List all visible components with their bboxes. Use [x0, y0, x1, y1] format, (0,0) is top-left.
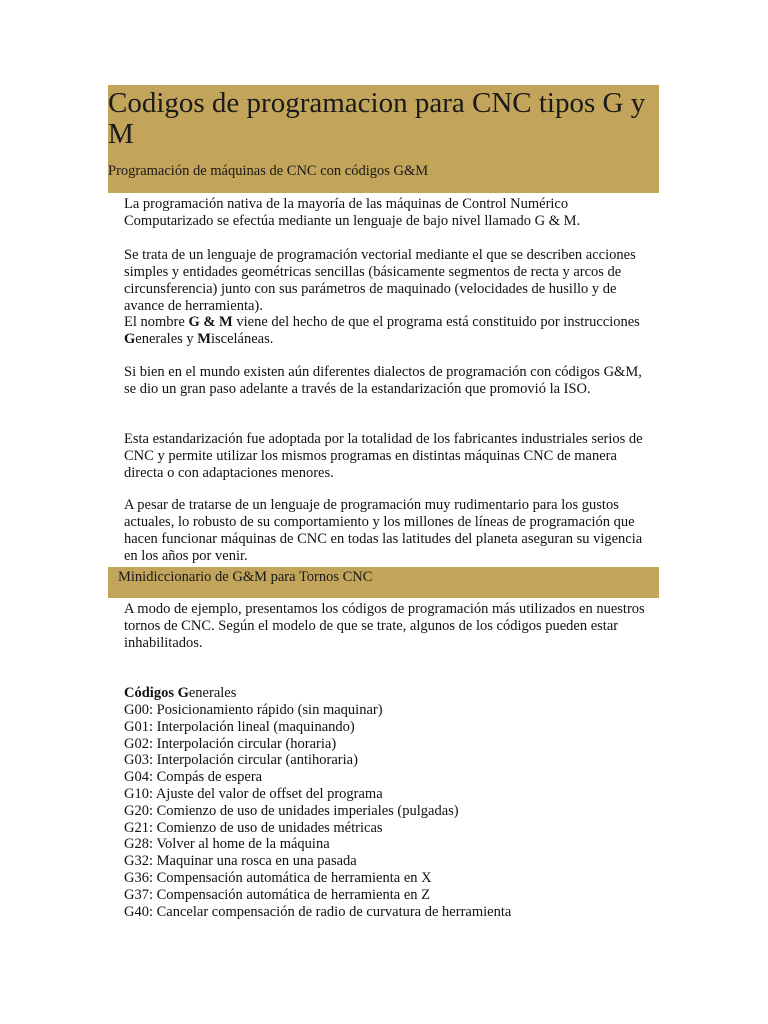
code-item: G40: Cancelar compensación de radio de curvatura de herramienta	[124, 903, 512, 920]
bold-letter: M	[197, 331, 211, 347]
text-run: El nombre	[124, 314, 189, 330]
text-run: enerales y	[135, 331, 198, 347]
intro-paragraph-4: Si bien en el mundo existen aún diferentes dialectos de programación con códigos G&M, se dio un gran paso adelante a través de la estandarización que promovió la ISO.	[124, 364, 642, 397]
bold-text: Códigos	[124, 685, 178, 701]
intro-paragraph-5: Esta estandarización fue adoptada por la totalidad de los fabricantes industriales serios de CNC y permite utilizar los mismos programas en distintas máquinas CNC de manera directa o con adaptaciones menores.	[124, 431, 643, 481]
code-item: G04: Compás de espera	[124, 769, 263, 786]
code-item: G21: Comienzo de uso de unidades métricas	[124, 819, 383, 836]
text-run: viene del hecho de que el programa está constituido por instrucciones	[232, 314, 640, 330]
page-subtitle: Programación de máquinas de CNC con códigos G&M	[108, 163, 429, 179]
code-item: G01: Interpolación lineal (maquinando)	[124, 718, 355, 735]
code-item: G20: Comienzo de uso de unidades imperiales (pulgadas)	[124, 802, 459, 819]
intro-paragraph-1: La programación nativa de la mayoría de las máquinas de Control Numérico Computarizado se efectúa mediante un lenguaje de bajo nivel llamado G & M.	[124, 196, 581, 229]
codes-section	[124, 685, 654, 920]
code-item: G03: Interpolación circular (antihoraria)	[124, 752, 358, 769]
page-title: Codigos de programacion para CNC tipos G y M	[108, 87, 646, 150]
section-title: Minidiccionario de G&M para Tornos CNC	[118, 569, 373, 585]
code-item: G36: Compensación automática de herramienta en X	[124, 869, 432, 886]
bold-letter: G	[177, 685, 189, 701]
section-intro-paragraph: A modo de ejemplo, presentamos los códigos de programación más utilizados en nuestros tornos de CNC. Según el modelo de que se trate, algunos de los códigos pueden estar inhabilitados.	[124, 601, 645, 651]
code-item: G00: Posicionamiento rápido (sin maquinar)	[124, 702, 383, 718]
bold-letter: G	[124, 331, 136, 347]
code-item: G32: Maquinar una rosca en una pasada	[124, 853, 357, 870]
intro-paragraph-3	[124, 314, 654, 348]
intro-paragraph-2: Se trata de un lenguaje de programación vectorial mediante el que se describen acciones simples y entidades geométricas sencillas (básicamente segmentos de recta y arcos de circunsferencia) junto con sus parámetros de maquinado (velocidades de husillo y de avance de herramienta).	[124, 247, 636, 314]
codes-heading	[124, 685, 654, 702]
bold-text: G & M	[188, 314, 233, 330]
code-item: G28: Volver al home de la máquina	[124, 836, 330, 853]
code-item: G37: Compensación automática de herramienta en Z	[124, 886, 431, 903]
text-run: enerales	[188, 685, 237, 701]
code-item: G02: Interpolación circular (horaria)	[124, 735, 337, 752]
code-item: G10: Ajuste del valor de offset del programa	[124, 785, 383, 802]
intro-paragraph-6: A pesar de tratarse de un lenguaje de programación muy rudimentario para los gustos actuales, lo robusto de su comportamiento y los millones de líneas de programación que hacen funcionar máquinas de CNC en todas las latitudes del planeta aseguran su vigencia en los años por venir.	[124, 497, 643, 564]
codes-list	[124, 702, 654, 920]
text-run: isceláneas.	[210, 331, 274, 347]
